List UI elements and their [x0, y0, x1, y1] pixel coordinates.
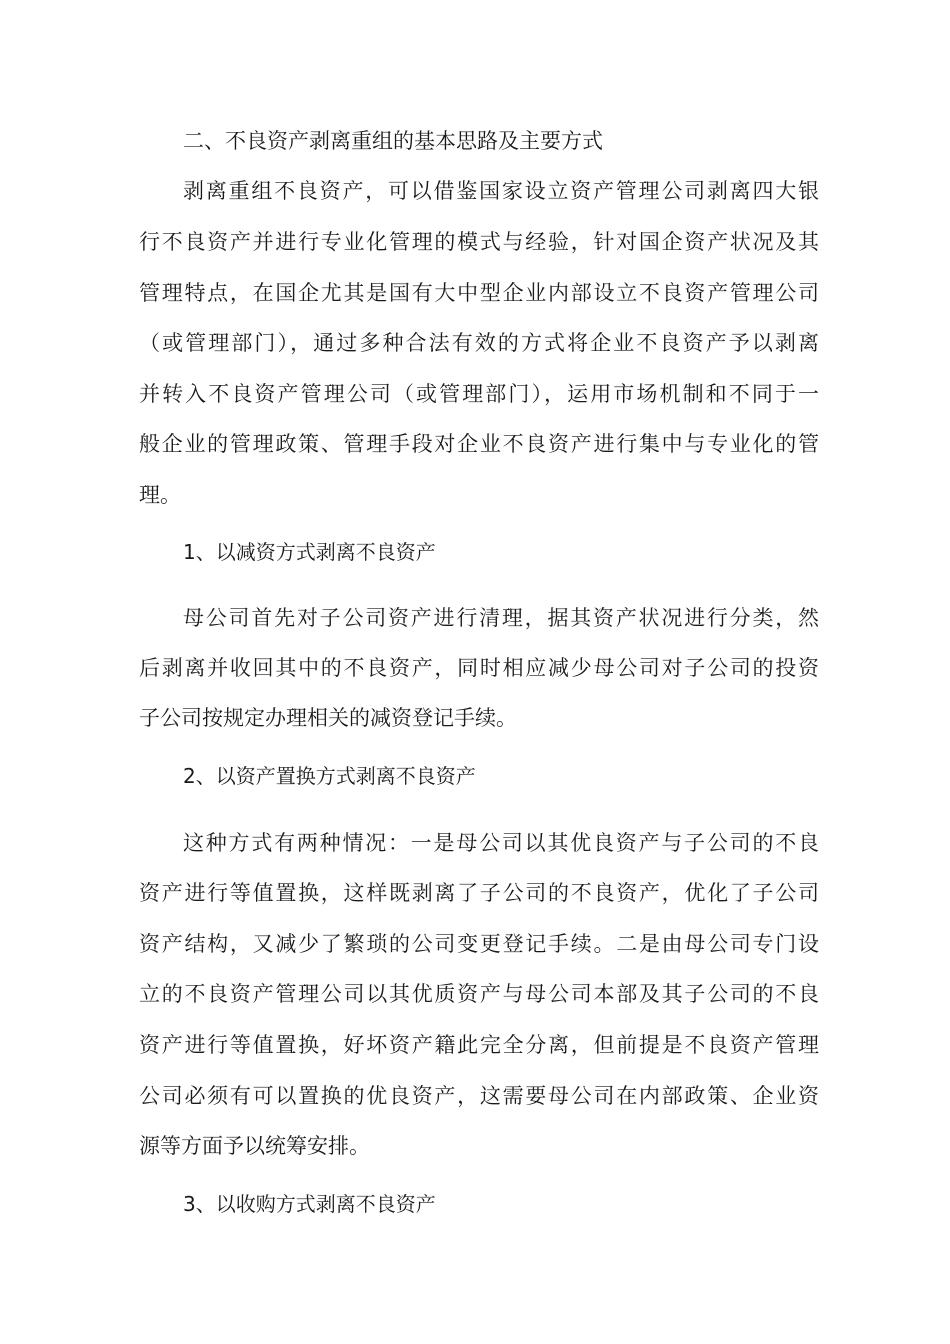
intro-line-5: 并转入不良资产管理公司（或管理部门），运用市场机制和不同于一	[139, 382, 819, 406]
method2-heading: 2、以资产置换方式剥离不良资产	[183, 764, 476, 788]
method2-line-7: 源等方面予以统筹安排。	[139, 1134, 370, 1158]
intro-line-7: 理。	[139, 483, 181, 507]
method2-line-5: 资产进行等值置换，好坏资产籍此完全分离，但前提是不良资产管理	[139, 1033, 819, 1057]
intro-line-4: （或管理部门），通过多种合法有效的方式将企业不良资产予以剥离	[139, 331, 819, 355]
method2-line-3: 资产结构，又减少了繁琐的公司变更登记手续。二是由母公司专门设	[139, 932, 819, 956]
method2-line-6: 公司必须有可以置换的优良资产，这需要母公司在内部政策、企业资	[139, 1084, 819, 1108]
intro-line-1: 剥离重组不良资产，可以借鉴国家设立资产管理公司剥离四大银	[183, 179, 819, 203]
method1-line-3: 子公司按规定办理相关的减资登记手续。	[139, 706, 517, 730]
method1-line-2: 后剥离并收回其中的不良资产，同时相应减少母公司对子公司的投资	[139, 656, 819, 680]
method1-heading: 1、以减资方式剥离不良资产	[183, 540, 436, 564]
intro-line-2: 行不良资产并进行专业化管理的模式与经验，针对国企资产状况及其	[139, 230, 819, 254]
method2-line-1: 这种方式有两种情况：一是母公司以其优良资产与子公司的不良	[183, 831, 819, 855]
method1-line-1: 母公司首先对子公司资产进行清理，据其资产状况进行分类，然	[183, 606, 819, 630]
method2-line-2: 资产进行等值置换，这样既剥离了子公司的不良资产，优化了子公司	[139, 881, 819, 905]
method3-heading: 3、以收购方式剥离不良资产	[183, 1192, 436, 1216]
intro-line-3: 管理特点，在国企尤其是国有大中型企业内部设立不良资产管理公司	[139, 281, 819, 305]
intro-line-6: 般企业的管理政策、管理手段对企业不良资产进行集中与专业化的管	[139, 432, 819, 456]
method2-line-4: 立的不良资产管理公司以其优质资产与母公司本部及其子公司的不良	[139, 982, 819, 1006]
section-heading: 二、不良资产剥离重组的基本思路及主要方式	[183, 129, 603, 153]
